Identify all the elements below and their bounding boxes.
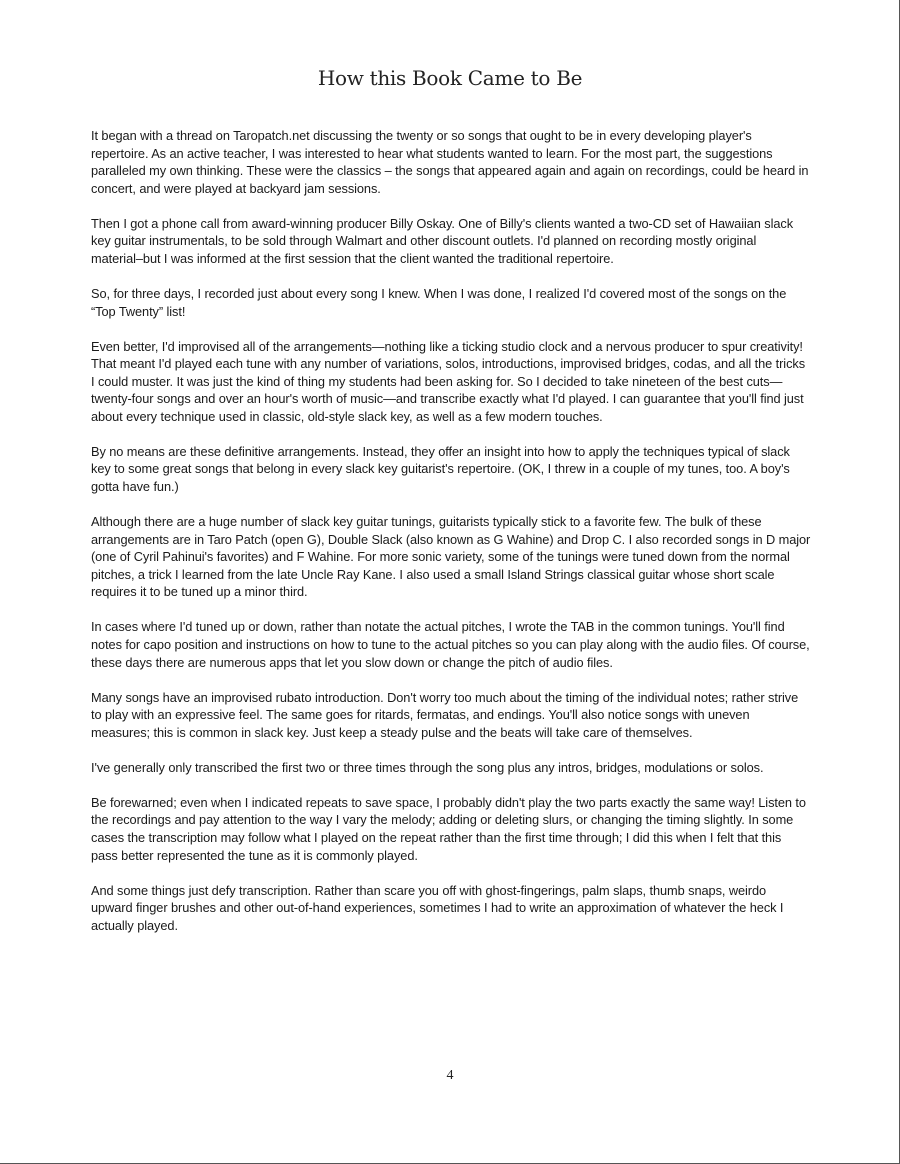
paragraph: Although there are a huge number of slack key guitar tunings, guitarists typically stick to a favorite few. The bulk of these arrangements are in Taro Patch (open G), Double Slack (also known as G Wahine) and Drop C. I also recorded songs in D major (one of Cyril Pahinui's favorites) and F Wahine. For more sonic variety, some of the tunings were tuned down from the normal pitches, a trick I learned from the late Uncle Ray Kane. I also used a small Island Strings classical guitar whose short scale requires it to be tuned up a minor third. [91,514,811,600]
page-title: How this Book Came to Be [317,66,583,90]
paragraph: Many songs have an improvised rubato introduction. Don't worry too much about the timing of the individual notes; rather strive to play with an expressive feel. The same goes for ritards, fermatas, and endings. You'll also notice songs with uneven measures; this is common in slack key. Just keep a steady pulse and the beats will take care of themselves. [91,689,799,740]
body-text [91,127,811,952]
paragraph: Be forewarned; even when I indicated repeats to save space, I probably didn't play the two parts exactly the same way! Listen to the recordings and pay attention to the way I vary the melody; adding or deleting slurs, or changing the timing slightly. In some cases the transcription may follow what I played on the repeat rather than the first time through; I did this when I felt that this pass better represented the tune as it is commonly played. [91,794,806,863]
paragraph: It began with a thread on Taropatch.net discussing the twenty or so songs that ought to be in every developing player's repertoire. As an active teacher, I was interested to hear what students wanted to learn. For the most part, the suggestions paralleled my own thinking. These were the classics – the songs that appeared again and again on recordings, could be heard in concert, and were played at backyard jam sessions. [91,128,809,196]
paragraph: By no means are these definitive arrangements. Instead, they offer an insight into how to apply the techniques typical of slack key to some great songs that belong in every slack key guitarist's repertoire. (OK, I threw in a couple of my tunes, too. A boy's gotta have fun.) [91,443,790,495]
paragraph: And some things just defy transcription. Rather than scare you off with ghost-fingerings, palm slaps, thumb snaps, weirdo upward finger brushes and other out-of-hand experiences, sometimes I had to write an approximation of whatever the heck I actually played. [91,882,784,933]
paragraph: Then I got a phone call from award-winning producer Billy Oskay. One of Billy's clients wanted a two-CD set of Hawaiian slack key guitar instrumentals, to be sold through Walmart and other discount outlets. I'd planned on recording mostly original material–but I was informed at the first session that the client wanted the traditional repertoire. [91,215,794,266]
paragraph: Even better, I'd improvised all of the arrangements—nothing like a ticking studio clock and a nervous producer to spur creativity! That meant I'd played each tune with any number of variations, solos, introductions, improvised bridges, codas, and all the tricks I could muster. It was just the kind of thing my students had been asking for. So I decided to take nineteen of the best cuts—twenty-four songs and over an hour's worth of music—and transcribe exactly what I'd played. I can guarantee that you'll find just about every technique used in classic, old-style slack key, as well as a few modern touches. [91,338,806,424]
paragraph: I've generally only transcribed the first two or three times through the song plus any intros, bridges, modulations or solos. [91,759,764,775]
paragraph: In cases where I'd tuned up or down, rather than notate the actual pitches, I wrote the TAB in the common tunings. You'll find notes for capo position and instructions on how to tune to the actual pitches so you can play along with the audio files. Of course, these days there are numerous apps that let you slow down or change the pitch of audio files. [91,619,810,670]
paragraph: So, for three days, I recorded just about every song I knew. When I was done, I realized I'd covered most of the songs on the “Top Twenty” list! [91,285,787,319]
page-number: 4 [446,1068,454,1083]
